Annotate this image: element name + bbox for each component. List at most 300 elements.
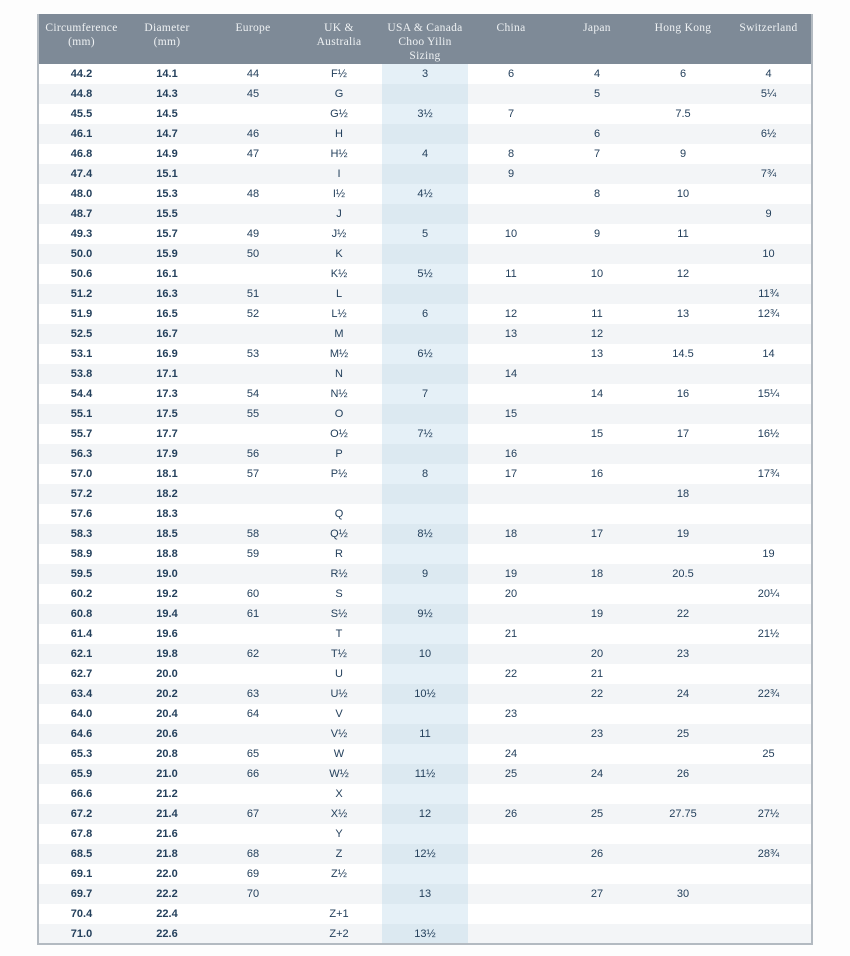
cell-japan [554,544,640,564]
cell-usa-canada: 5 [382,224,468,244]
cell-hong-kong [640,664,726,684]
cell-hong-kong: 22 [676,608,690,620]
cell-japan: 23 [590,728,604,740]
cell-diameter: 17.9 [156,448,178,460]
cell-uk-australia: O [334,408,344,420]
cell-uk-australia: W [333,748,345,760]
cell-usa-canada [382,284,468,304]
cell-diameter: 15.7 [156,228,178,240]
cell-hong-kong [640,544,726,564]
cell-hong-kong: 9 [679,148,687,160]
cell-uk-australia: V [335,708,343,720]
cell-uk-australia: J½ [331,228,347,240]
cell-usa-canada: 3½ [382,104,468,124]
cell-china: 26 [504,808,518,820]
cell-circumference: 59.5 [70,568,93,580]
table-row [38,284,812,304]
cell-circumference: 62.1 [70,648,93,660]
table-row [38,324,812,344]
cell-europe: 52 [246,308,260,320]
cell-circumference: 57.2 [70,488,93,500]
ring-size-conversion-table [37,14,813,945]
cell-uk-australia: R½ [330,568,348,580]
cell-japan: 21 [590,668,604,680]
cell-europe: 45 [246,88,260,100]
cell-china: 22 [504,668,518,680]
cell-diameter: 22.2 [156,888,178,900]
cell-circumference: 61.4 [70,628,93,640]
table-row [38,184,812,204]
cell-switzerland: 16½ [757,428,780,440]
cell-diameter: 20.4 [156,708,178,720]
cell-circumference: 58.9 [70,548,93,560]
cell-hong-kong: 19 [676,528,690,540]
cell-europe: 51 [246,288,260,300]
cell-diameter: 14.3 [156,88,178,100]
cell-switzerland [726,724,812,744]
cell-diameter: 16.3 [156,288,178,300]
cell-europe [210,924,296,944]
cell-japan: 12 [590,328,604,340]
cell-hong-kong [640,704,726,724]
cell-uk-australia: W½ [329,768,349,780]
cell-switzerland [726,484,812,504]
table-row [38,744,812,764]
cell-europe [210,424,296,444]
table-row [38,404,812,424]
cell-circumference: 55.1 [70,408,93,420]
cell-uk-australia: T [335,628,343,640]
cell-diameter: 14.1 [156,68,178,80]
cell-usa-canada [382,504,468,524]
cell-china [468,724,554,744]
table-row [38,644,812,664]
column-header-label: UK & [324,22,354,34]
cell-hong-kong: 12 [676,268,690,280]
cell-hong-kong [640,164,726,184]
cell-diameter: 18.1 [156,468,178,480]
cell-hong-kong [640,284,726,304]
cell-europe: 49 [246,228,260,240]
cell-japan [554,204,640,224]
cell-circumference: 54.4 [70,388,93,400]
cell-uk-australia: J [336,208,342,220]
table-row [38,504,812,524]
cell-uk-australia: T½ [331,648,347,660]
cell-diameter: 21.8 [156,848,178,860]
cell-china [468,864,554,884]
cell-usa-canada: 4 [382,144,468,164]
cell-japan [554,444,640,464]
cell-europe: 61 [246,608,260,620]
cell-japan: 14 [590,388,604,400]
column-header-sublabel: (mm) [68,36,95,48]
cell-hong-kong [640,824,726,844]
table-row [38,144,812,164]
cell-circumference: 60.2 [70,588,93,600]
cell-europe: 67 [246,808,260,820]
cell-diameter: 19.6 [156,628,178,640]
cell-usa-canada [382,404,468,424]
cell-diameter: 18.3 [156,508,178,520]
cell-usa-canada: 3 [382,64,468,84]
cell-japan: 13 [590,348,604,360]
cell-china [468,84,554,104]
table-row [38,64,812,84]
cell-china [468,824,554,844]
cell-usa-canada [382,484,468,504]
cell-circumference: 65.9 [70,768,93,780]
cell-circumference: 45.5 [70,108,93,120]
cell-japan: 8 [593,188,601,200]
cell-europe: 59 [246,548,260,560]
table-row [38,604,812,624]
cell-hong-kong [640,444,726,464]
cell-japan: 15 [590,428,604,440]
cell-switzerland: 25 [762,748,775,760]
cell-europe: 66 [246,768,260,780]
cell-japan [554,924,640,944]
cell-japan [554,904,640,924]
column-header-label: Circumference [45,22,118,34]
cell-switzerland [726,324,812,344]
cell-uk-australia: Q [334,508,344,520]
cell-switzerland: 28¾ [757,848,780,860]
cell-europe: 57 [246,468,260,480]
cell-china: 15 [504,408,518,420]
column-header-label: Japan [583,22,611,34]
cell-hong-kong: 24 [676,688,690,700]
cell-switzerland [726,784,812,804]
cell-usa-canada: 10 [382,644,468,664]
cell-switzerland [726,184,812,204]
cell-diameter: 16.9 [156,348,178,360]
cell-circumference: 44.2 [70,68,93,80]
cell-japan [554,704,640,724]
cell-uk-australia: G [334,88,344,100]
cell-diameter: 19.0 [156,568,178,580]
cell-hong-kong: 11 [677,228,689,240]
table-row [38,924,812,944]
cell-diameter: 14.5 [156,108,178,120]
cell-diameter: 22.4 [156,908,178,920]
cell-hong-kong [640,844,726,864]
cell-usa-canada [382,444,468,464]
cell-diameter: 14.7 [156,128,178,140]
cell-china: 19 [504,568,518,580]
cell-usa-canada [382,864,468,884]
cell-japan [554,244,640,264]
cell-circumference: 65.3 [70,748,93,760]
table-row [38,444,812,464]
cell-switzerland: 9 [765,208,772,220]
cell-circumference: 56.3 [70,448,93,460]
cell-japan [554,864,640,884]
cell-europe: 69 [246,868,260,880]
cell-diameter: 20.2 [156,688,178,700]
cell-uk-australia: V½ [330,728,348,740]
table-row [38,264,812,284]
cell-china: 10 [504,228,518,240]
cell-usa-canada: 12 [382,804,468,824]
cell-circumference: 48.0 [70,188,93,200]
cell-uk-australia: S½ [330,608,348,620]
table-row [38,864,812,884]
table-row [38,384,812,404]
cell-europe [210,664,296,684]
cell-switzerland [726,564,812,584]
table-row [38,224,812,244]
cell-uk-australia: K [335,248,343,260]
cell-switzerland [726,904,812,924]
cell-usa-canada: 7 [382,384,468,404]
cell-china [468,384,554,404]
cell-china [468,904,554,924]
cell-china [468,204,554,224]
cell-diameter: 17.3 [156,388,178,400]
cell-switzerland [726,224,812,244]
table-row [38,584,812,604]
cell-diameter: 15.3 [156,188,178,200]
header-row [38,14,812,64]
cell-diameter: 18.5 [156,528,178,540]
table-row [38,124,812,144]
table-row [38,484,812,504]
column-header-sublabel: Australia [316,36,362,48]
cell-hong-kong [640,784,726,804]
cell-switzerland: 7¾ [760,168,777,180]
cell-uk-australia: Z½ [331,868,347,880]
table-row [38,464,812,484]
table-row [38,84,812,104]
cell-diameter: 21.4 [156,808,178,820]
cell-europe [210,164,296,184]
table-row [38,624,812,644]
cell-china [468,484,554,504]
cell-switzerland [726,884,812,904]
table-row [38,844,812,864]
column-header-sublabel: (mm) [153,36,181,48]
cell-china: 17 [504,468,518,480]
table-row [38,824,812,844]
cell-switzerland [726,264,812,284]
cell-uk-australia: H½ [330,148,348,160]
cell-europe [210,484,296,504]
cell-diameter: 20.0 [156,668,178,680]
cell-circumference: 53.1 [70,348,93,360]
cell-europe [210,824,296,844]
cell-usa-canada: 7½ [382,424,468,444]
cell-switzerland [726,824,812,844]
cell-china [468,244,554,264]
cell-europe [210,624,296,644]
cell-hong-kong [640,924,726,944]
table-row [38,564,812,584]
table-row [38,244,812,264]
cell-hong-kong: 10 [676,188,690,200]
cell-japan: 20 [590,648,604,660]
cell-diameter: 22.0 [156,868,178,880]
table-row [38,764,812,784]
cell-europe: 65 [246,748,260,760]
cell-china: 14 [504,368,518,380]
cell-europe: 46 [246,128,260,140]
column-header-japan [554,14,640,64]
cell-diameter: 21.6 [156,828,178,840]
cell-hong-kong [640,324,726,344]
cell-diameter: 18.2 [156,488,178,500]
cell-europe: 62 [246,648,260,660]
cell-switzerland [726,144,812,164]
cell-china: 11 [505,268,517,280]
cell-hong-kong [640,744,726,764]
cell-japan: 19 [590,608,604,620]
cell-uk-australia: H [335,128,343,140]
cell-diameter: 22.6 [156,927,178,940]
cell-usa-canada [382,324,468,344]
cell-usa-canada: 4½ [382,184,468,204]
cell-japan [554,164,640,184]
cell-europe [210,364,296,384]
cell-switzerland: 12¾ [757,308,780,320]
cell-switzerland: 20¼ [757,588,780,600]
cell-usa-canada: 11 [382,724,468,744]
table-row [38,344,812,364]
cell-hong-kong: 7.5 [675,108,691,120]
cell-europe [210,904,296,924]
cell-diameter: 19.8 [156,648,178,660]
cell-usa-canada [382,364,468,384]
cell-circumference: 64.6 [70,728,93,740]
column-header-label: Switzerland [739,22,798,34]
table-row [38,784,812,804]
cell-circumference: 50.6 [70,268,93,280]
cell-china [468,544,554,564]
cell-diameter: 20.8 [156,748,178,760]
cell-hong-kong [640,244,726,264]
cell-uk-australia: P [335,448,343,460]
cell-china [468,424,554,444]
cell-diameter: 17.7 [156,428,178,440]
cell-usa-canada: 5½ [382,264,468,284]
cell-diameter: 15.1 [156,168,178,180]
column-header-label: China [496,22,526,34]
table-header [38,14,812,64]
cell-europe: 54 [246,388,260,400]
cell-uk-australia: I½ [332,188,346,200]
cell-china: 24 [504,748,518,760]
cell-usa-canada [382,704,468,724]
cell-uk-australia [296,884,382,904]
cell-circumference: 52.5 [70,328,93,340]
cell-japan [554,504,640,524]
cell-circumference: 51.2 [70,288,93,300]
cell-usa-canada [382,784,468,804]
cell-hong-kong: 17 [676,428,690,440]
cell-hong-kong: 27.75 [669,808,697,820]
cell-usa-canada: 6 [382,304,468,324]
cell-circumference: 69.1 [70,868,93,880]
cell-uk-australia: Q½ [330,528,348,540]
cell-china: 9 [507,168,515,180]
cell-uk-australia: K½ [330,268,348,280]
cell-hong-kong [640,404,726,424]
cell-china: 12 [504,308,518,320]
column-header-europe [210,14,296,64]
cell-hong-kong: 16 [676,388,690,400]
cell-hong-kong: 25 [676,728,690,740]
cell-japan: 26 [590,848,604,860]
cell-uk-australia: L½ [331,308,347,320]
cell-china [468,284,554,304]
cell-switzerland: 14 [762,348,775,360]
cell-uk-australia: S [335,588,343,600]
cell-china [468,784,554,804]
cell-circumference: 55.7 [70,428,93,440]
cell-uk-australia: F½ [331,68,347,80]
column-header-label: Diameter [144,22,190,34]
cell-china [468,124,554,144]
table-row [38,684,812,704]
cell-circumference: 53.8 [70,368,93,380]
cell-europe: 50 [246,248,260,260]
cell-europe: 64 [246,708,260,720]
cell-switzerland [726,504,812,524]
cell-usa-canada [382,124,468,144]
cell-europe: 70 [246,888,260,900]
table-row [38,304,812,324]
cell-china: 18 [504,528,518,540]
column-header-circumference [38,14,124,64]
cell-switzerland: 27½ [757,808,780,820]
cell-hong-kong: 20.5 [672,568,694,580]
cell-china [468,344,554,364]
cell-europe: 53 [246,348,260,360]
cell-circumference: 62.7 [70,668,93,680]
cell-switzerland [726,104,812,124]
cell-switzerland: 5¼ [760,88,777,100]
cell-circumference: 48.7 [70,208,93,220]
cell-japan: 10 [590,268,604,280]
cell-switzerland [726,364,812,384]
cell-circumference: 69.7 [70,888,93,900]
cell-europe: 68 [246,848,260,860]
table-body [38,64,812,944]
cell-hong-kong: 23 [676,648,690,660]
cell-circumference: 66.6 [70,788,93,800]
cell-circumference: 63.4 [70,688,93,700]
cell-uk-australia: Z+2 [329,927,349,940]
cell-diameter: 16.1 [156,268,178,280]
cell-uk-australia: Y [335,828,343,840]
column-header-diameter [124,14,210,64]
cell-uk-australia: M½ [329,348,349,360]
cell-switzerland: 21½ [757,628,780,640]
table-row [38,104,812,124]
cell-hong-kong [640,464,726,484]
cell-switzerland: 19 [762,548,775,560]
cell-japan: 17 [590,528,604,540]
cell-diameter: 20.6 [156,728,178,740]
cell-usa-canada [382,244,468,264]
cell-europe [210,104,296,124]
cell-usa-canada [382,744,468,764]
cell-diameter: 19.2 [156,588,178,600]
cell-china [468,884,554,904]
cell-europe [210,264,296,284]
cell-diameter: 15.9 [156,248,178,260]
cell-uk-australia: X½ [330,808,348,820]
